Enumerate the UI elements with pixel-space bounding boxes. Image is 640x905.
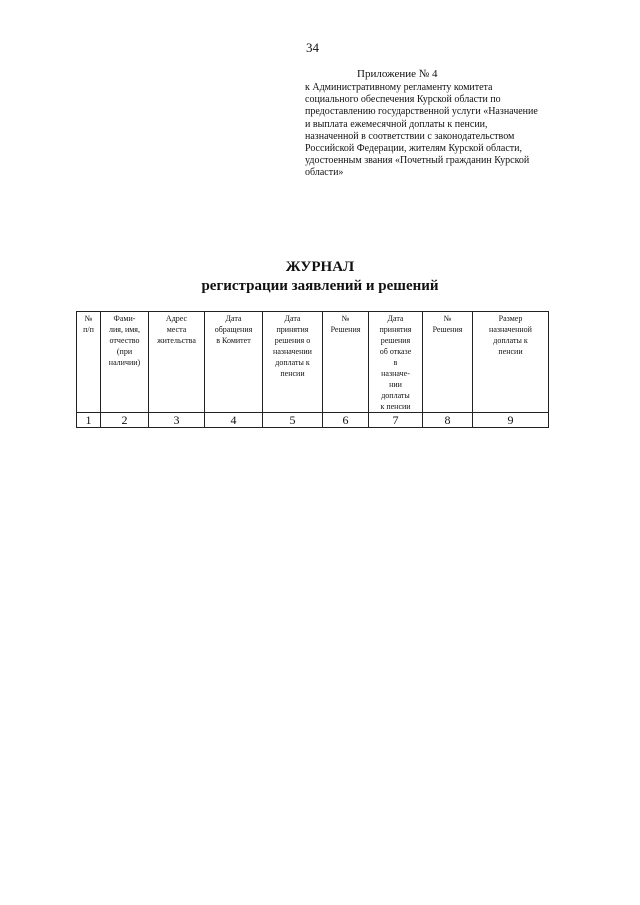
appendix-line: Российской Федерации, жителям Курской области,: [305, 143, 522, 155]
appendix-line: и выплата ежемесячной доплаты к пенсии,: [305, 118, 488, 130]
header-line: Фами-: [113, 314, 136, 323]
header-line: обращения: [214, 325, 253, 334]
header-line: принятия: [276, 325, 309, 334]
appendix-line: социального обеспечения Курской области по: [305, 94, 501, 106]
column-number: 9: [473, 413, 549, 428]
column-header: [205, 312, 263, 413]
header-line: пенсии: [498, 347, 523, 356]
column-header: [149, 312, 205, 413]
column-header: [263, 312, 323, 413]
appendix-text: [305, 82, 595, 180]
header-line: Дата: [225, 314, 242, 323]
header-line: (при: [116, 347, 133, 356]
column-header: [77, 312, 101, 413]
header-line: доплаты к: [493, 336, 528, 345]
journal-heading: [0, 258, 640, 296]
header-line: Адрес: [165, 314, 188, 323]
column-number: 5: [263, 413, 323, 428]
appendix-line: предоставлению государственной услуги «Назначение: [305, 106, 538, 118]
appendix-line: к Административному регламенту комитета: [305, 82, 493, 93]
appendix-line: удостоенным звания «Почетный гражданин Курской: [305, 155, 530, 167]
header-line: жительства: [157, 336, 196, 345]
page-number: 34: [306, 40, 319, 55]
column-header: [369, 312, 423, 413]
appendix-line: назначенной в соответствии с законодательством: [305, 130, 515, 142]
header-line: №: [341, 314, 350, 323]
header-line: №: [443, 314, 452, 323]
header-line: доплаты к: [275, 358, 310, 367]
appendix-line: области»: [305, 167, 344, 179]
column-number: 3: [149, 413, 205, 428]
header-line: назначенной: [489, 325, 532, 334]
column-number: 4: [205, 413, 263, 428]
header-line: в Комитет: [216, 336, 251, 345]
column-number: 6: [323, 413, 369, 428]
header-line: №: [84, 314, 93, 323]
header-line: назначе-: [381, 369, 410, 378]
header-line: к пенсии: [380, 402, 411, 411]
header-line: лия, имя,: [109, 325, 140, 334]
column-header: [101, 312, 149, 413]
journal-title: ЖУРНАЛ: [285, 259, 355, 275]
header-line: Дата: [387, 314, 404, 323]
register-table: [76, 311, 549, 428]
header-line: пенсии: [280, 369, 305, 378]
header-line: решения: [380, 336, 411, 345]
header-line: наличии): [108, 358, 141, 367]
header-line: об отказе: [379, 347, 412, 356]
header-line: решения о: [274, 336, 311, 345]
appendix-block: [305, 67, 595, 180]
journal-subtitle: регистрации заявлений и решений: [201, 278, 439, 294]
header-line: п/п: [83, 325, 94, 334]
column-number: 8: [423, 413, 473, 428]
column-number: 1: [77, 413, 101, 428]
header-line: принятия: [379, 325, 412, 334]
column-header: [473, 312, 549, 413]
header-line: Решения: [330, 325, 361, 334]
column-header: [423, 312, 473, 413]
column-header: [323, 312, 369, 413]
header-line: нии: [389, 380, 402, 389]
header-line: отчество: [109, 336, 140, 345]
header-line: назначении: [273, 347, 312, 356]
header-line: места: [166, 325, 187, 334]
appendix-title: Приложение № 4: [357, 68, 438, 80]
table-header-row: [77, 312, 549, 413]
header-line: Дата: [284, 314, 301, 323]
column-number: 2: [101, 413, 149, 428]
header-line: доплаты: [381, 391, 410, 400]
header-line: Решения: [432, 325, 463, 334]
column-number: 7: [369, 413, 423, 428]
header-line: Размер: [498, 314, 523, 323]
header-line: в: [393, 358, 398, 367]
table-number-row: [77, 413, 549, 428]
